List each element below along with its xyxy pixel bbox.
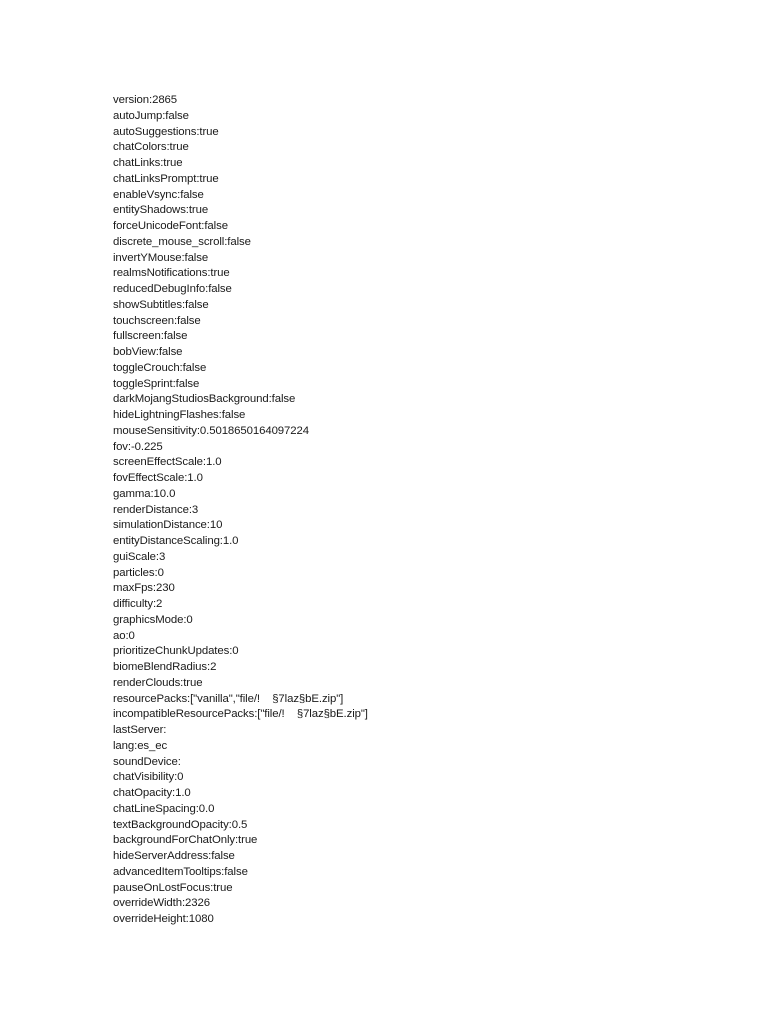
option-line: difficulty:2 (113, 598, 163, 610)
option-line: ao:0 (113, 629, 135, 642)
option-line: chatLinks:true (113, 157, 183, 169)
option-line: biomeBlendRadius:2 (113, 661, 217, 673)
option-line: autoSuggestions:true (113, 125, 219, 138)
options-text-lines (113, 93, 733, 928)
option-line: fovEffectScale:1.0 (113, 472, 203, 484)
option-line: screenEffectScale:1.0 (113, 456, 222, 469)
option-line: entityShadows:true (113, 204, 209, 217)
option-line: bobView:false (113, 346, 183, 358)
option-line: realmsNotifications:true (113, 267, 230, 280)
option-line: hideServerAddress:false (113, 850, 235, 862)
option-line: touchscreen:false (113, 314, 201, 327)
option-line: resourcePacks:["vanilla","file/! §7laz§bE.zip"] (113, 692, 344, 705)
option-line: reducedDebugInfo:false (113, 283, 232, 295)
option-line: renderClouds:true (113, 676, 203, 689)
option-line: backgroundForChatOnly:true (113, 834, 258, 847)
option-line: forceUnicodeFont:false (113, 220, 228, 232)
option-line: version:2865 (113, 94, 178, 106)
option-line: fov:-0.225 (113, 440, 163, 453)
option-line: simulationDistance:10 (113, 519, 223, 532)
option-line: overrideHeight:1080 (113, 913, 214, 925)
option-line: fullscreen:false (113, 330, 188, 343)
option-line: discrete_mouse_scroll:false (113, 235, 251, 248)
option-line: maxFps:230 (113, 582, 175, 595)
option-line: chatOpacity:1.0 (113, 787, 191, 799)
option-line: darkMojangStudiosBackground:false (113, 393, 296, 406)
option-line: particles:0 (113, 566, 164, 579)
option-line: lastServer: (113, 724, 167, 736)
option-line: chatVisibility:0 (113, 771, 184, 784)
option-line: showSubtitles:false (113, 298, 209, 311)
option-line: pauseOnLostFocus:true (113, 881, 233, 894)
option-line: lang:es_ec (113, 739, 168, 752)
option-line: graphicsMode:0 (113, 613, 193, 626)
option-line: gamma:10.0 (113, 487, 176, 500)
option-line: renderDistance:3 (113, 503, 199, 516)
option-line: guiScale:3 (113, 550, 166, 563)
option-line: toggleSprint:false (113, 377, 200, 390)
option-line: entityDistanceScaling:1.0 (113, 535, 239, 547)
option-line: chatColors:true (113, 141, 189, 154)
option-line: mouseSensitivity:0.5018650164097224 (113, 424, 309, 437)
option-line: enableVsync:false (113, 188, 204, 201)
option-line: prioritizeChunkUpdates:0 (113, 645, 239, 658)
option-line: overrideWidth:2326 (113, 897, 210, 910)
option-line: advancedItemTooltips:false (113, 865, 248, 878)
option-line: incompatibleResourcePacks:["file/! §7laz§bE.zip"] (113, 708, 368, 721)
option-line: hideLightningFlashes:false (113, 409, 246, 421)
option-line: soundDevice: (113, 755, 181, 768)
option-line: toggleCrouch:false (113, 361, 207, 374)
option-line: invertYMouse:false (113, 251, 209, 264)
option-line: textBackgroundOpacity:0.5 (113, 818, 248, 831)
option-line: autoJump:false (113, 109, 189, 122)
option-line: chatLinksPrompt:true (113, 172, 219, 185)
option-line: chatLineSpacing:0.0 (113, 802, 215, 815)
